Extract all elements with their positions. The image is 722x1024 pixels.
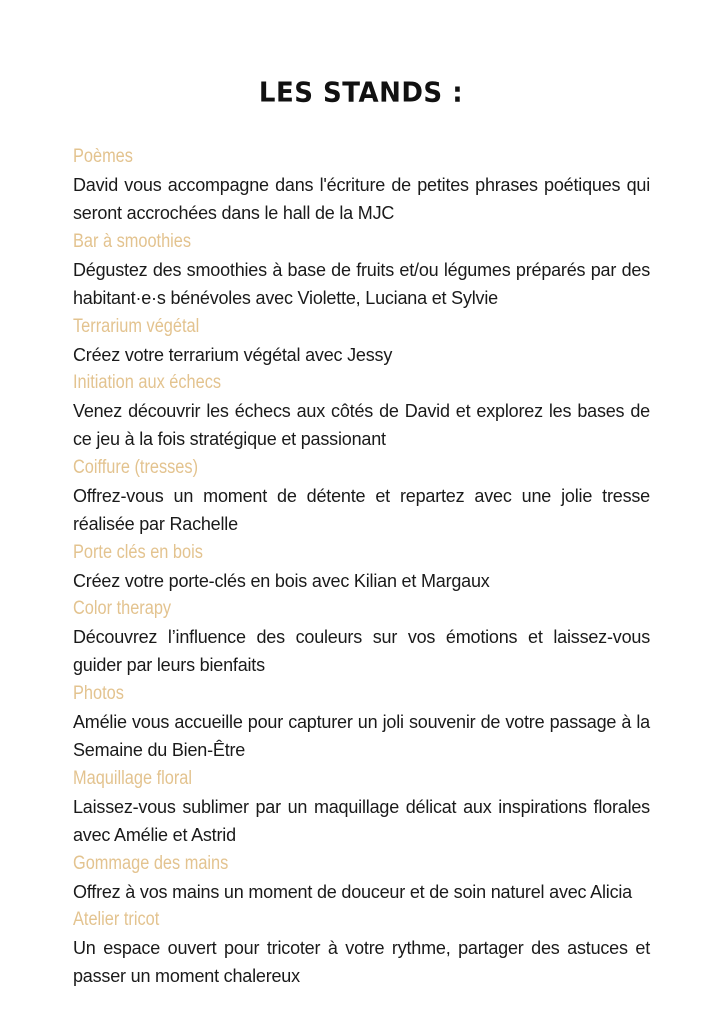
stand-item (73, 595, 650, 680)
stand-item (73, 906, 650, 991)
stand-item (73, 680, 650, 765)
stand-description: Amélie vous accueille pour capturer un joli souvenir de votre passage à la Semaine du Bien-Être (73, 711, 650, 761)
stand-description: Venez découvrir les échecs aux côtés de David et explorez les bases de ce jeu à la fois stratégique et passionant (73, 401, 650, 450)
stand-description: Créez votre porte-clés en bois avec Kilian et Margaux (73, 570, 490, 591)
stand-item (73, 228, 650, 313)
stand-item (73, 369, 650, 454)
stand-item (73, 143, 650, 228)
stand-name: Atelier tricot (73, 908, 160, 930)
stand-item (73, 539, 650, 595)
stand-name: Maquillage floral (73, 767, 192, 789)
stand-name: Initiation aux échecs (73, 372, 222, 394)
stand-description: Créez votre terrarium végétal avec Jessy (73, 344, 393, 365)
stand-name: Color therapy (73, 598, 172, 620)
stand-name: Terrarium végétal (73, 315, 200, 337)
stand-name: Porte clés en bois (73, 541, 203, 563)
stand-name: Coiffure (tresses) (73, 456, 199, 478)
stand-name: Gommage des mains (73, 852, 229, 874)
stand-item (73, 313, 650, 369)
stand-name: Bar à smoothies (73, 230, 192, 252)
stands-list (73, 143, 650, 991)
page-title: LES STANDS : (258, 77, 464, 109)
stand-item (73, 850, 650, 906)
stand-description: Offrez-vous un moment de détente et repartez avec une jolie tresse réalisée par Rachelle (73, 485, 650, 535)
stand-description: Offrez à vos mains un moment de douceur et de soin naturel avec Alicia (73, 881, 632, 902)
stand-item (73, 765, 650, 850)
stand-description: Découvrez l’influence des couleurs sur vos émotions et laissez-vous guider par leurs bienfaits (73, 627, 650, 676)
stand-description: Laissez-vous sublimer par un maquillage délicat aux inspirations florales avec Amélie et Astrid (73, 796, 650, 846)
stand-description: David vous accompagne dans l'écriture de petites phrases poétiques qui seront accrochées dans le hall de la MJC (73, 175, 650, 224)
stand-description: Dégustez des smoothies à base de fruits et/ou légumes préparés par des habitant·e·s bénévoles avec Violette, Luciana et Sylvie (73, 259, 650, 309)
stand-name: Poèmes (73, 146, 133, 167)
stand-name: Photos (73, 682, 124, 704)
stand-item (73, 454, 650, 539)
stand-description: Un espace ouvert pour tricoter à votre rythme, partager des astuces et passer un moment chalereux (73, 937, 650, 987)
